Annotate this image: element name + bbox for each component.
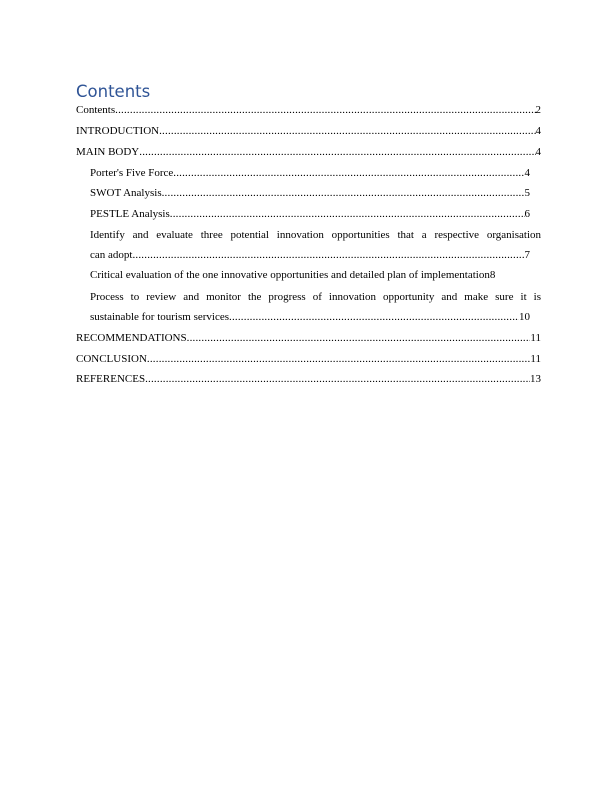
- toc-page-number: 10: [519, 311, 530, 323]
- toc-page-number: 4: [524, 167, 530, 179]
- dot-leader: [132, 245, 524, 265]
- toc-entry-label-line2: sustainable for tourism services: [90, 311, 229, 323]
- dot-leader: [159, 124, 535, 138]
- toc-entry-label-line1: Identify and evaluate three potential innovation opportunities that a respective organisation: [90, 229, 541, 241]
- toc-entry-references[interactable]: [76, 372, 541, 386]
- toc-entry-recommendations[interactable]: [76, 331, 541, 345]
- toc-entry-conclusion[interactable]: [76, 352, 541, 366]
- toc-page-number: 2: [535, 104, 541, 116]
- toc-entry-label: REFERENCES: [76, 373, 146, 385]
- dot-leader: [115, 103, 535, 117]
- toc-entry-critical-evaluation[interactable]: [90, 268, 541, 282]
- toc-page-number: 13: [530, 373, 541, 385]
- toc-page-number: 11: [530, 353, 541, 365]
- dot-leader: [173, 166, 524, 180]
- toc-page-number: 11: [530, 332, 541, 344]
- toc-entry-introduction[interactable]: [76, 124, 541, 138]
- toc-entry-identify-opportunities[interactable]: [90, 225, 541, 265]
- dot-leader: [147, 352, 531, 366]
- toc-page-number: 8: [489, 269, 496, 281]
- toc-entry-label: Contents: [76, 104, 116, 116]
- toc-entry-label: Critical evaluation of the one innovative opportunities and detailed plan of implementation: [90, 269, 490, 281]
- dot-leader: [170, 207, 525, 221]
- toc-entry-label: PESTLE Analysis: [90, 208, 170, 220]
- toc-entry-line2: [90, 245, 530, 265]
- toc-page-number: 4: [535, 146, 541, 158]
- contents-heading: Contents: [76, 82, 151, 101]
- toc-entry-label-line2: can adopt: [90, 249, 133, 261]
- toc-entry-line2: [90, 307, 530, 327]
- dot-leader: [229, 307, 519, 327]
- toc-entry-contents[interactable]: [76, 103, 541, 117]
- toc-entry-swot-analysis[interactable]: [90, 186, 530, 200]
- toc-entry-label: SWOT Analysis: [90, 187, 162, 199]
- toc-page-number: 5: [524, 187, 530, 199]
- toc-entry-porters-five-force[interactable]: [90, 166, 530, 180]
- toc-entry-review-process[interactable]: [90, 287, 541, 327]
- toc-entry-pestle-analysis[interactable]: [90, 207, 530, 221]
- dot-leader: [145, 372, 530, 386]
- toc-page-number: 4: [535, 125, 541, 137]
- toc-entry-label: CONCLUSION: [76, 353, 147, 365]
- toc-entry-main-body[interactable]: [76, 145, 541, 159]
- toc-entry-label: RECOMMENDATIONS: [76, 332, 187, 344]
- toc-entry-label-line1: Process to review and monitor the progress of innovation opportunity and make sure it is: [90, 291, 541, 303]
- dot-leader: [139, 145, 535, 159]
- toc-page-number: 6: [524, 208, 530, 220]
- dot-leader: [162, 186, 525, 200]
- toc-page-number: 7: [524, 249, 530, 261]
- toc-entry-label: Porter's Five Force: [90, 167, 174, 179]
- toc-entry-label: MAIN BODY: [76, 146, 140, 158]
- dot-leader: [187, 331, 531, 345]
- toc-entry-label: INTRODUCTION: [76, 125, 160, 137]
